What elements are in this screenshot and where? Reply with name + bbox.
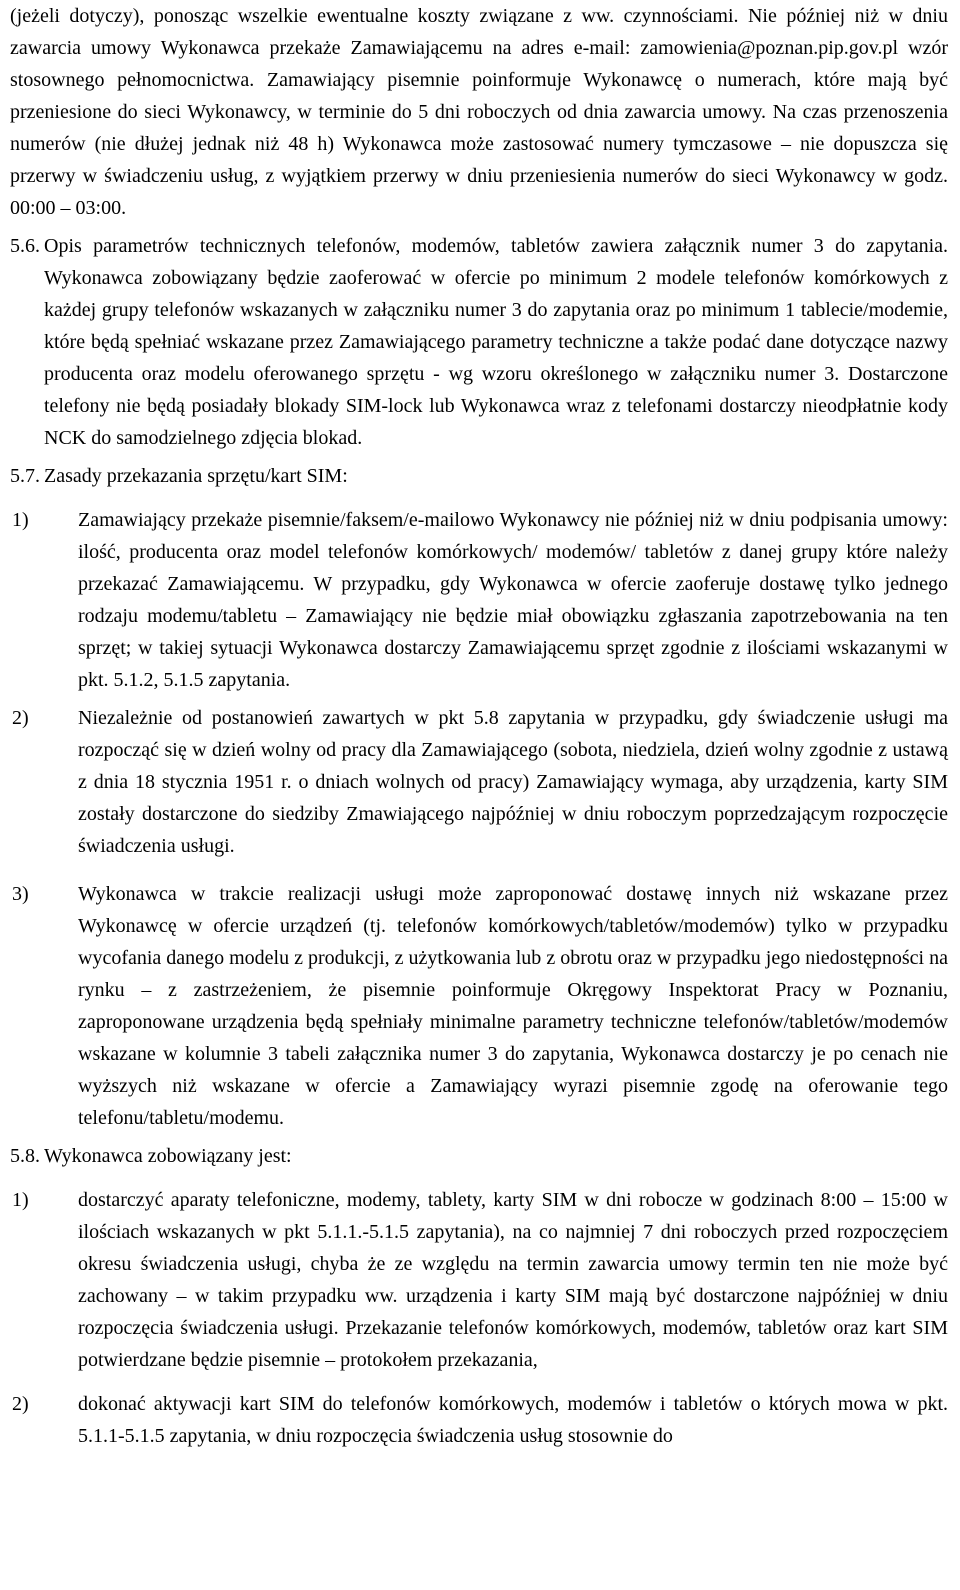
list-item xyxy=(10,1184,948,1376)
list-item-text: Wykonawca w trakcie realizacji usługi może zaproponować dostawę innych niż wskazane przez Wykonawcę w ofercie urządzeń (tj. telefonów komórkowych/tabletów/modemów) tylko w przypadku wycofania danego modelu z produkcji, z użytkowania lub z obrotu oraz w przypadku jego niedostępności na rynku – z zastrzeżeniem, że pisemnie poinformuje Okręgowy Inspektorat Pracy w Poznaniu, zaproponowane urządzenia będą spełniały minimalne parametry techniczne telefonów/tabletów/modemów wskazane w kolumnie 3 tabeli załącznika numer 3 do zapytania, Wykonawca dostarczy je po cenach nie wyższych niż wskazane w ofercie a Zamawiający wyrazi pisemnie zgodę na oferowanie tego telefonu/tabletu/modemu. xyxy=(78,883,948,1129)
section-5-8-heading xyxy=(10,1140,948,1172)
list-item xyxy=(10,878,948,1134)
section-title: Zasady przekazania sprzętu/kart SIM: xyxy=(44,465,348,487)
list-item xyxy=(10,504,948,696)
list-item-number: 3) xyxy=(12,883,29,905)
section-number: 5.6. xyxy=(10,235,40,257)
list-item-text: Zamawiający przekaże pisemnie/faksem/e-mailowo Wykonawcy nie później niż w dniu podpisania umowy: ilość, producenta oraz model telefonów komórkowych/ modemów/ tabletów z danej grupy które należy przekazać Zamawiającemu. W przypadku, gdy Wykonawca w ofercie zaoferuje dostawę tylko jednego rodzaju modemu/tabletu – Zamawiający nie będzie miał obowiązku zgłaszania zapotrzebowania na ten sprzęt; w takiej sytuacji Wykonawca dostarczy Zamawiającemu sprzęt zgodnie z ilościami wskazanymi w pkt. 5.1.2, 5.1.5 zapytania. xyxy=(78,509,948,691)
list-item-text: dokonać aktywacji kart SIM do telefonów komórkowych, modemów i tabletów o których mowa w pkt. 5.1.1-5.1.5 zapytania, w dniu rozpoczęcia świadczenia usług stosownie do xyxy=(78,1393,948,1447)
section-5-7-heading xyxy=(10,460,948,492)
section-text: Opis parametrów technicznych telefonów, modemów, tabletów zawiera załącznik numer 3 do zapytania. Wykonawca zobowiązany będzie zaoferować w ofercie po minimum 2 modele telefonów komórkowych z każdej grupy telefonów wskazanych w załączniku numer 3 do zapytania oraz po minimum 1 tablecie/modemie, które będą spełniać wskazane przez Zamawiającego parametry techniczne a także podać dane dotyczące nazwy producenta oraz modelu oferowanego sprzętu - wg wzoru określonego w załączniku numer 3. Dostarczone telefony nie będą posiadały blokady SIM-lock lub Wykonawca wraz z telefonami dostarczy nieodpłatnie kody NCK do samodzielnego zdjęcia blokad. xyxy=(44,235,948,449)
section-number: 5.8. xyxy=(10,1145,40,1167)
list-item-number: 2) xyxy=(12,1393,29,1415)
section-5-6 xyxy=(10,230,948,454)
list-item xyxy=(10,702,948,862)
list-item-number: 2) xyxy=(12,707,29,729)
section-title: Wykonawca zobowiązany jest: xyxy=(44,1145,292,1167)
list-item-text: dostarczyć aparaty telefoniczne, modemy, tablety, karty SIM w dni robocze w godzinach 8:00 – 15:00 w ilościach wskazanych w pkt 5.1.1.-5.1.5 zapytania), na co najmniej 7 dni roboczych przed rozpoczęciem okresu świadczenia usługi, chyba że ze względu na termin zawarcia umowy termin ten nie może być zachowany – w takim przypadku ww. urządzenia i karty SIM mają być dostarczone najpóźniej w dniu rozpoczęcia świadczenia usługi. Przekazanie telefonów komórkowych, modemów, tabletów oraz kart SIM potwierdzane będzie pisemnie – protokołem przekazania, xyxy=(78,1189,948,1371)
list-item-number: 1) xyxy=(12,1189,29,1211)
list-item-text: Niezależnie od postanowień zawartych w pkt 5.8 zapytania w przypadku, gdy świadczenie usługi ma rozpocząć się w dzień wolny od pracy dla Zamawiającego (sobota, niedziela, dzień wolny zgodnie z ustawą z dnia 18 stycznia 1951 r. o dniach wolnych od pracy) Zamawiający wymaga, aby urządzenia, karty SIM zostały dostarczone do siedziby Zmawiającego najpóźniej w dniu roboczym poprzedzającym rozpoczęcie świadczenia usługi. xyxy=(78,707,948,857)
intro-paragraph: (jeżeli dotyczy), ponosząc wszelkie ewentualne koszty związane z ww. czynnościami. Nie później niż w dniu zawarcia umowy Wykonawca przekaże Zamawiającemu na adres e-mail: zamowienia@poznan.pip.gov.pl wzór stosownego pełnomocnictwa. Zamawiający pisemnie poinformuje Wykonawcę o numerach, które mają być przeniesione do sieci Wykonawcy, w terminie do 5 dni roboczych od dnia zawarcia umowy. Na czas przenoszenia numerów (nie dłużej jednak niż 48 h) Wykonawca może zastosować numery tymczasowe – nie dopuszcza się przerwy w świadczeniu usług, z wyjątkiem przerwy w dniu przeniesienia numerów do sieci Wykonawcy w godz. 00:00 – 03:00. xyxy=(10,5,948,219)
list-item xyxy=(10,1388,948,1452)
section-number: 5.7. xyxy=(10,465,40,487)
list-item-number: 1) xyxy=(12,509,29,531)
